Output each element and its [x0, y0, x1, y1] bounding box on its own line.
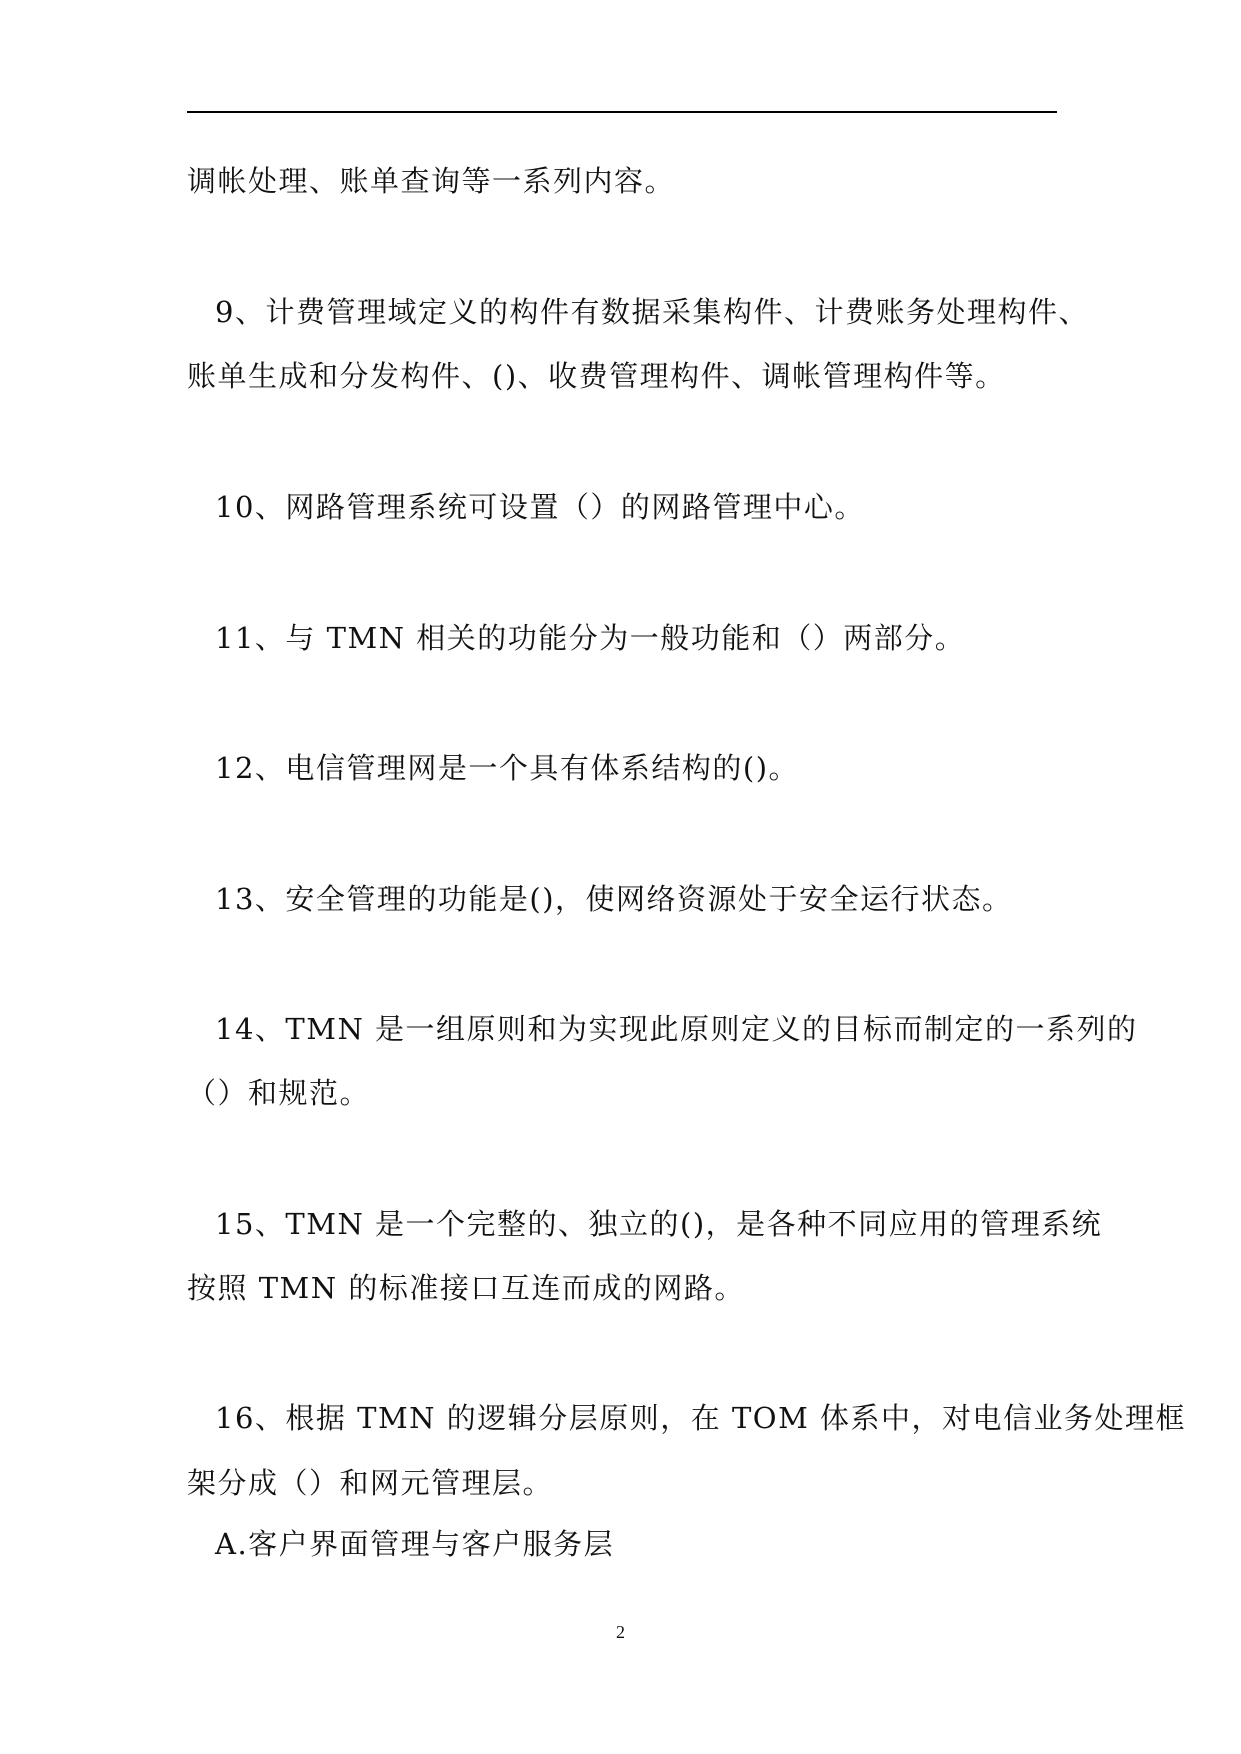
question-14-line-1: 14、TMN 是一组原则和为实现此原则定义的目标而制定的一系列的	[215, 1012, 1138, 1046]
question-9-line-2: 账单生成和分发构件、()、收费管理构件、调帐管理构件等。	[187, 359, 1006, 393]
question-16-option-a: A.客户界面管理与客户服务层	[215, 1527, 615, 1561]
text-line-continuation: 调帐处理、账单查询等一系列内容。	[187, 164, 676, 198]
question-15-line-1: 15、TMN 是一个完整的、独立的()，是各种不同应用的管理系统	[215, 1207, 1103, 1241]
question-16-line-2: 架分成（）和网元管理层。	[187, 1466, 554, 1500]
question-14-line-2: （）和规范。	[187, 1076, 371, 1110]
question-16-line-1: 16、根据 TMN 的逻辑分层原则，在 TOM 体系中，对电信业务处理框	[215, 1401, 1186, 1435]
question-12: 12、电信管理网是一个具有体系结构的()。	[215, 751, 800, 785]
question-13: 13、安全管理的功能是()，使网络资源处于安全运行状态。	[215, 882, 1013, 916]
question-11: 11、与 TMN 相关的功能分为一般功能和（）两部分。	[215, 621, 966, 655]
question-10: 10、网路管理系统可设置（）的网路管理中心。	[215, 490, 865, 524]
question-15-line-2: 按照 TMN 的标准接口互连而成的网路。	[187, 1271, 745, 1305]
header-rule	[187, 111, 1057, 113]
page-number: 2	[616, 1622, 625, 1642]
question-9-line-1: 9、计费管理域定义的构件有数据采集构件、计费账务处理构件、	[215, 295, 1089, 329]
